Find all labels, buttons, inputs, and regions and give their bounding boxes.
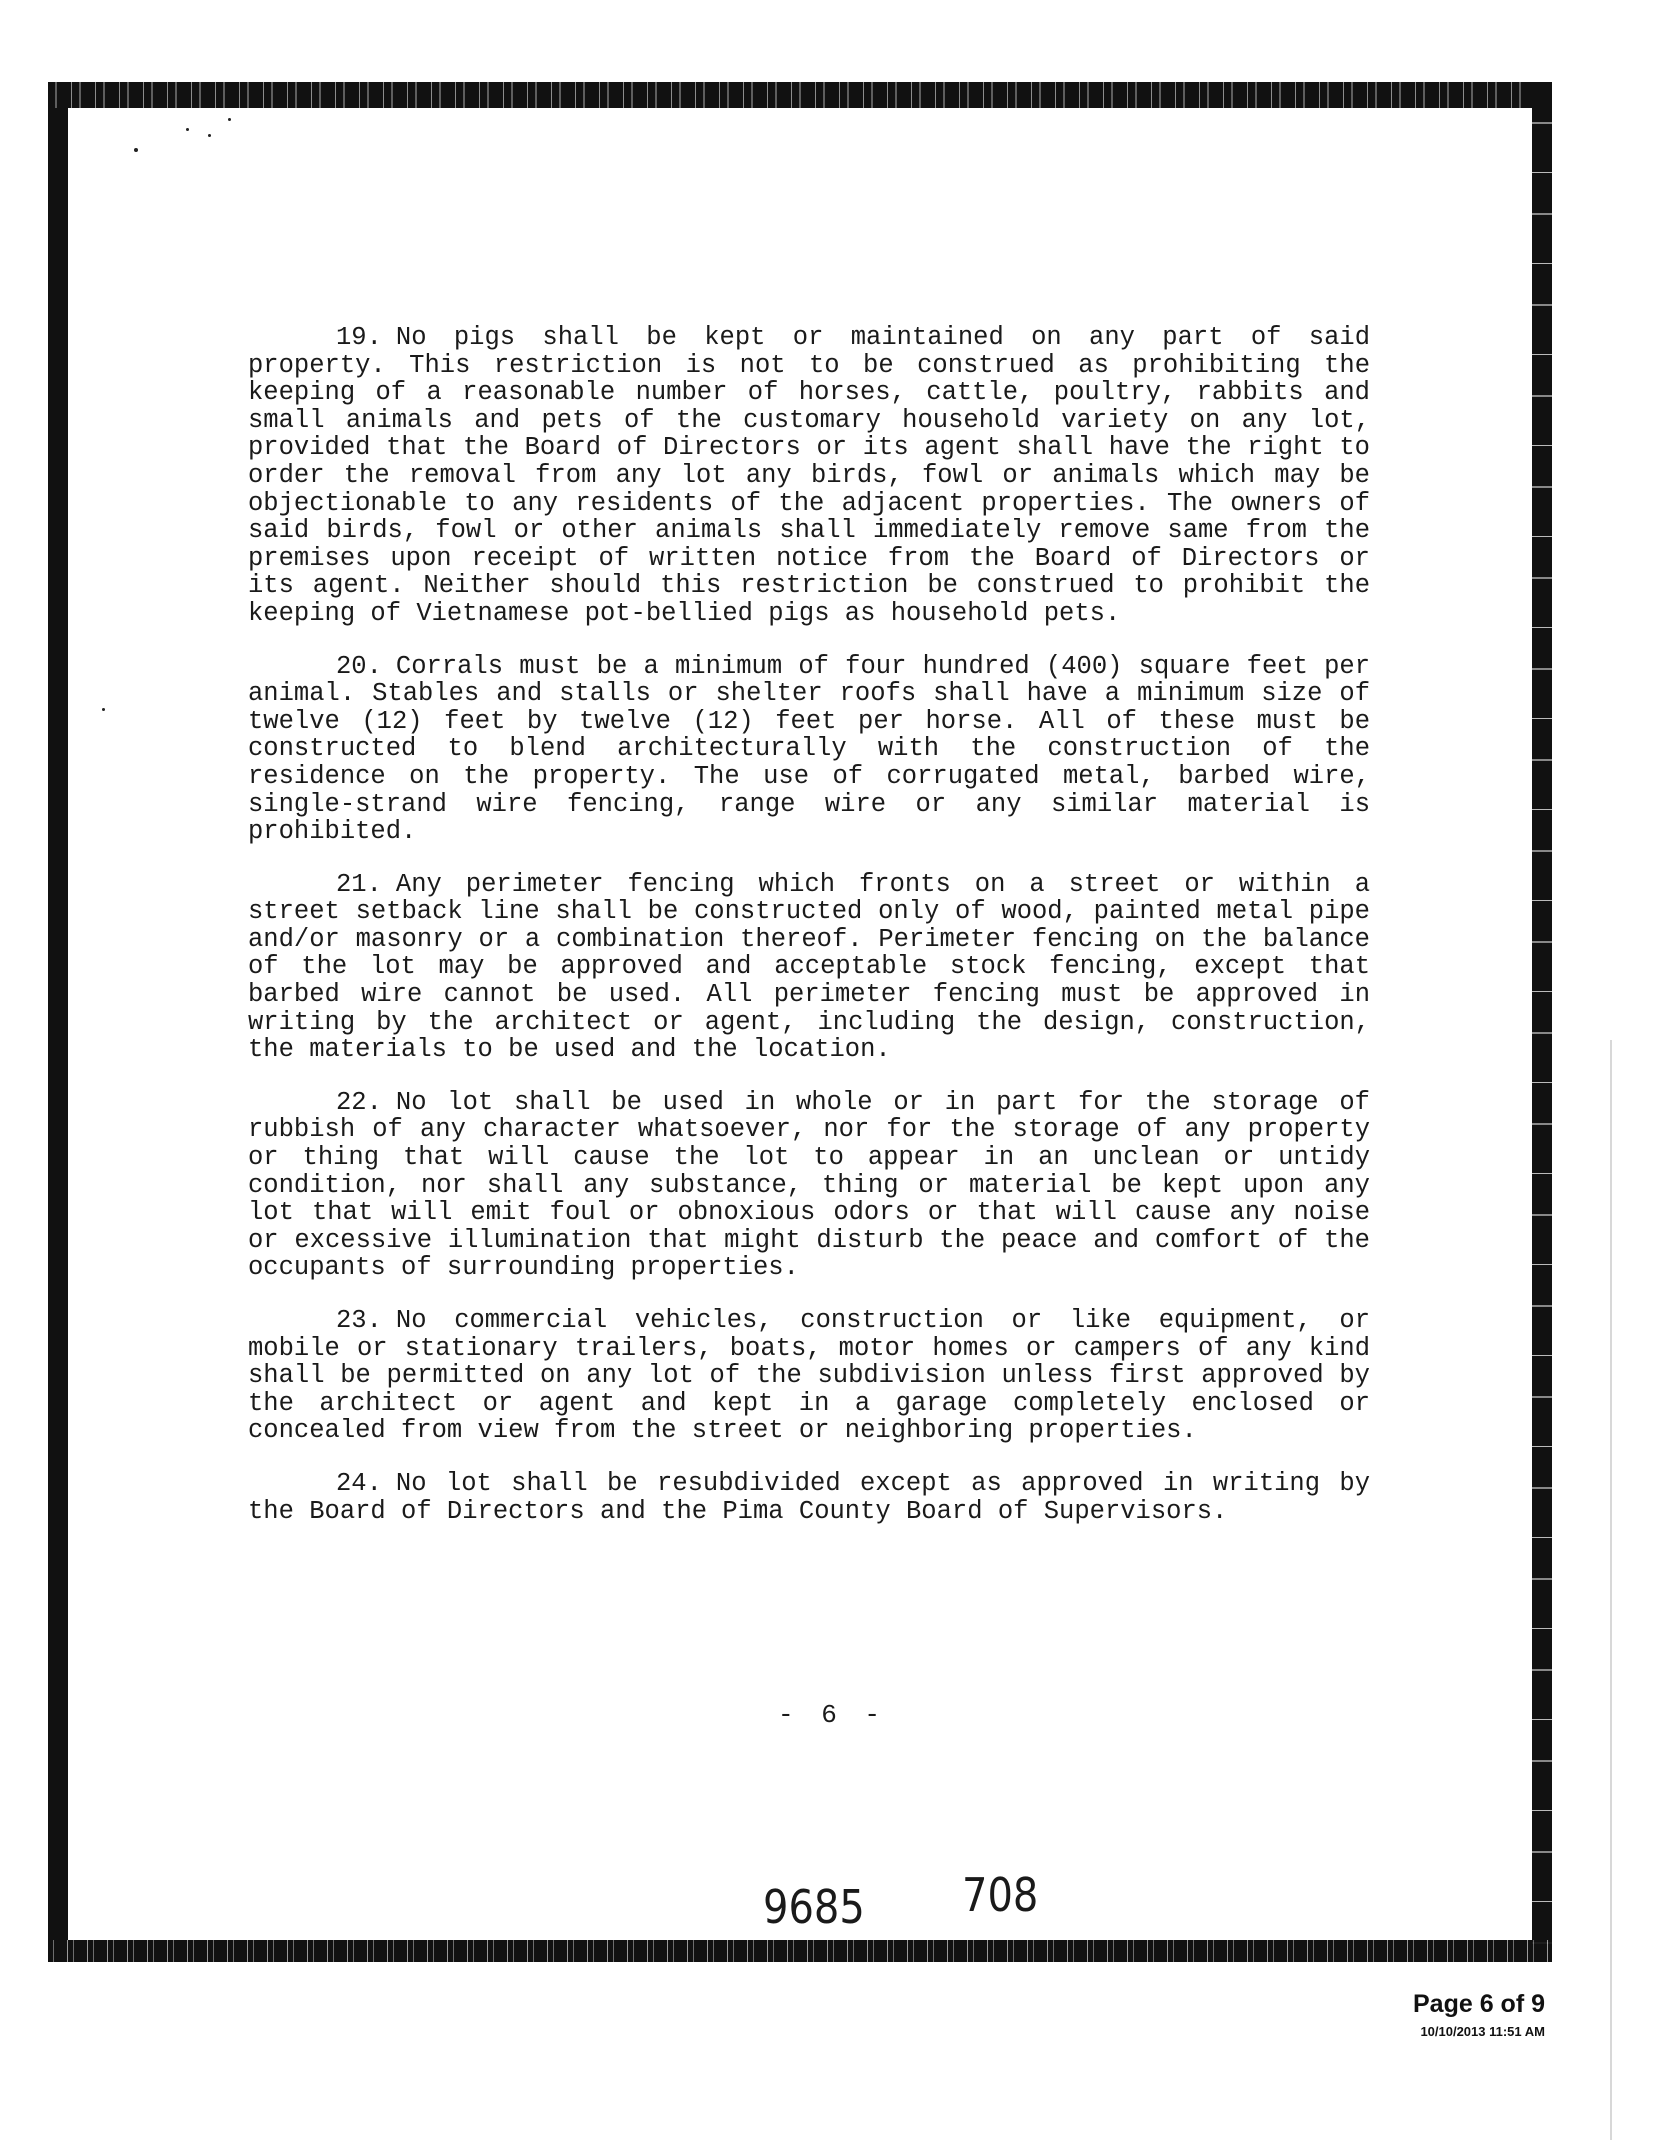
paragraph-21 <box>248 871 1370 1064</box>
scan-edge-top <box>48 82 1552 108</box>
recording-docket-number: 9685 <box>763 1881 865 1935</box>
recording-page-number: 708 <box>962 1869 1039 1923</box>
scan-edge-right <box>1532 82 1552 1962</box>
page-indicator: Page 6 of 9 <box>1413 1990 1545 2018</box>
paragraph-text: No pigs shall be kept or maintained on any part of said property. This restriction is not to be construed as prohibiting the keeping of a reasonable number of horses, cattle, poultry, rabbits and small animals and pets of the customary household variety on any lot, provided that the Board of Directors or its agent shall have the right to order the removal from any lot any birds, fowl or animals which may be objectionable to any residents of the adjacent properties. The owners of said birds, fowl or other animals shall immediately remove same from the premises upon receipt of written notice from the Board of Directors or its agent. Neither should this restriction be construed to prohibit the keeping of Vietnamese pot-bellied pigs as household pets. <box>248 323 1370 628</box>
viewer-divider <box>1610 1040 1612 2140</box>
page-number: - 6 - <box>777 1700 886 1730</box>
paragraph-text: Corrals must be a minimum of four hundred (400) square feet per animal. Stables and stalls or shelter roofs shall have a minimum size of twelve (12) feet by twelve (12) feet per horse. All of these must be constructed to blend architecturally with the construction of the residence on the property. The use of corrugated metal, barbed wire, single-strand wire fencing, range wire or any similar material is prohibited. <box>248 651 1370 847</box>
paragraph-19 <box>248 324 1370 628</box>
paragraph-number: 21. <box>336 869 382 899</box>
scan-edge-bottom <box>48 1940 1552 1962</box>
paragraph-20 <box>248 653 1370 846</box>
paragraph-number: 20. <box>336 651 382 681</box>
paragraph-text: No commercial vehicles, construction or like equipment, or mobile or stationary trailers, boats, motor homes or campers of any kind shall be permitted on any lot of the subdivision unless first approved by the architect or agent and kept in a garage completely enclosed or concealed from view from the street or neighboring properties. <box>248 1306 1370 1446</box>
scan-speck <box>186 128 189 131</box>
paragraph-23 <box>248 1307 1370 1445</box>
paragraph-text: No lot shall be resubdivided except as approved in writing by the Board of Directors and the Pima County Board of Supervisors. <box>248 1468 1370 1526</box>
scan-speck <box>208 134 211 137</box>
scan-speck <box>134 148 138 152</box>
paragraph-text: Any perimeter fencing which fronts on a street or within a street setback line shall be constructed only of wood, painted metal pipe and/or masonry or a combination thereof. Perimeter fencing on the balance of the lot may be approved and acceptable stock fencing, except that barbed wire cannot be used. All perimeter fencing must be approved in writing by the architect or agent, including the design, construction, the materials to be used and the location. <box>248 869 1370 1065</box>
scan-speck <box>228 118 231 121</box>
paragraph-number: 23. <box>336 1306 382 1335</box>
paragraph-number: 24. <box>336 1468 382 1498</box>
paragraph-number: 19. <box>336 323 382 352</box>
paragraph-22 <box>248 1089 1370 1282</box>
paragraph-number: 22. <box>336 1087 382 1117</box>
paragraph-text: No lot shall be used in whole or in part for the storage of rubbish of any character whatsoever, nor for the storage of any property or thing that will cause the lot to appear in an unclean or untidy condition, nor shall any substance, thing or material be kept upon any lot that will emit foul or obnoxious odors or that will cause any noise or excessive illumination that might disturb the peace and comfort of the occupants of surrounding properties. <box>248 1087 1370 1283</box>
document-body <box>248 324 1370 1550</box>
print-timestamp: 10/10/2013 11:51 AM <box>1420 2024 1545 2039</box>
scan-speck <box>102 708 105 711</box>
paragraph-24 <box>248 1470 1370 1525</box>
